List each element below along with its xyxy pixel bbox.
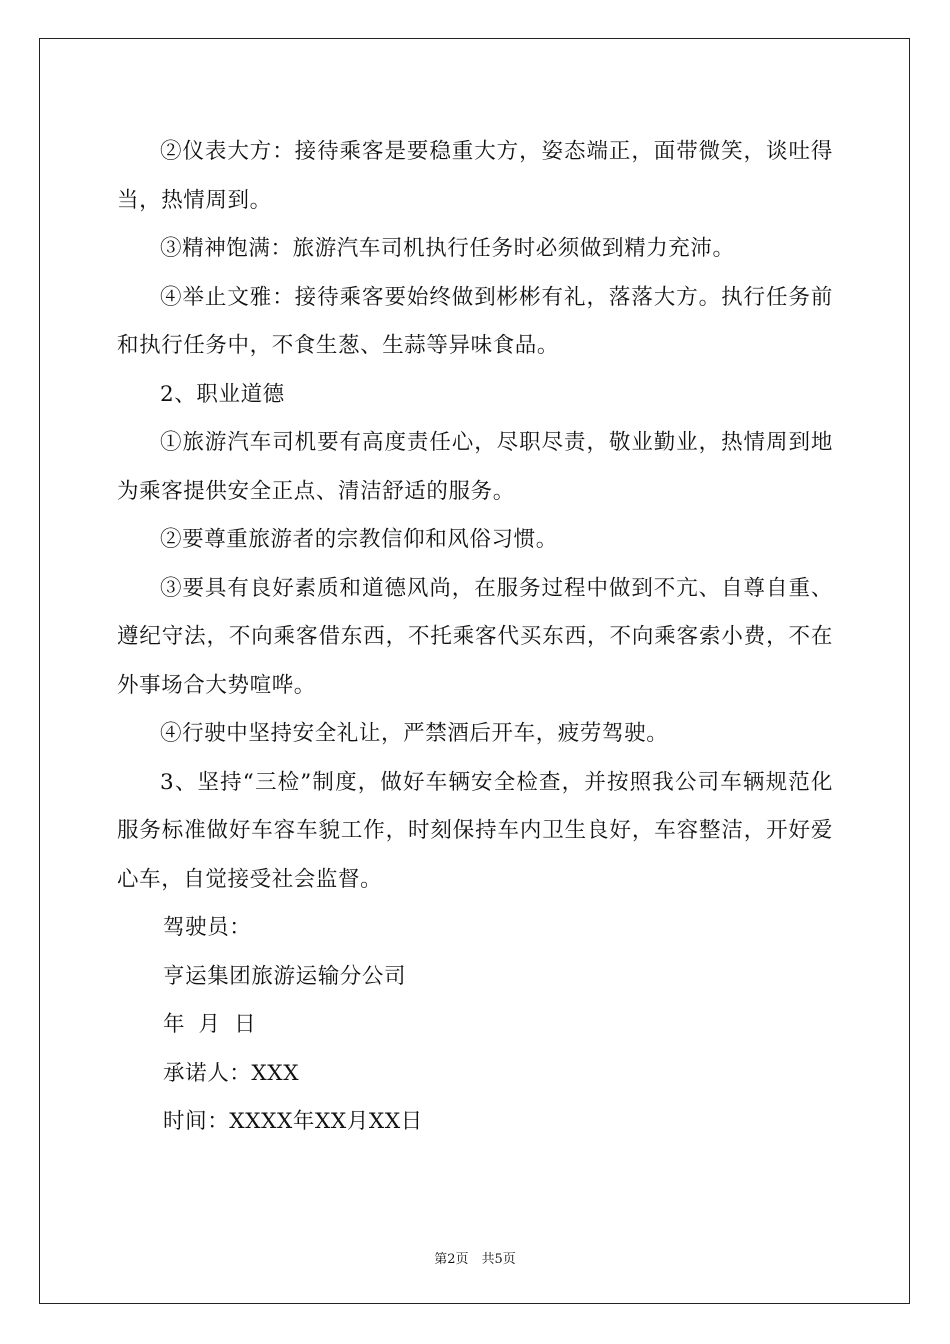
paragraph-manners: ④举止文雅：接待乘客要始终做到彬彬有礼，落落大方。执行任务前和执行任务中，不食生葱、生蒜等异味食品。 bbox=[117, 284, 833, 358]
signature-time: 时间：XXXX年XX月XX日 bbox=[163, 1109, 423, 1134]
section-heading-ethics: 2、职业道德 bbox=[160, 381, 285, 407]
page-number-footer: 第2页 共5页 bbox=[434, 1252, 516, 1267]
paragraph-energy: ③精神饱满：旅游汽车司机执行任务时必须做到精力充沛。 bbox=[160, 236, 735, 261]
paragraph-respect-customs: ②要尊重旅游者的宗教信仰和风俗习惯。 bbox=[160, 527, 558, 552]
paragraph-responsibility: ①旅游汽车司机要有高度责任心，尽职尽责，敬业勤业，热情周到地为乘客提供安全正点、清洁舒适的服务。 bbox=[117, 430, 833, 504]
signature-driver: 驾驶员： bbox=[163, 915, 252, 940]
paragraph-demeanor: ②仪表大方：接待乘客是要稳重大方，姿态端正，面带微笑，谈吐得当，热情周到。 bbox=[117, 139, 833, 213]
signature-company: 亨运集团旅游运输分公司 bbox=[163, 963, 407, 989]
document-body bbox=[117, 128, 833, 1147]
paragraph-three-checks: 3、坚持“三检”制度，做好车辆安全检查，并按照我公司车辆规范化服务标准做好车容车貌工作，时刻保持车内卫生良好，车容整洁，开好爱心车，自觉接受社会监督。 bbox=[117, 769, 833, 892]
paragraph-safe-driving: ④行驶中坚持安全礼让，严禁酒后开车，疲劳驾驶。 bbox=[160, 721, 669, 746]
signature-date: 年 月 日 bbox=[163, 1012, 257, 1037]
paragraph-good-conduct: ③要具有良好素质和道德风尚，在服务过程中做到不亢、自尊自重、遵纪守法，不向乘客借东西，不托乘客代买东西，不向乘客索小费，不在外事场合大势喧哗。 bbox=[117, 575, 833, 698]
signature-promisor: 承诺人：XXX bbox=[163, 1060, 300, 1086]
